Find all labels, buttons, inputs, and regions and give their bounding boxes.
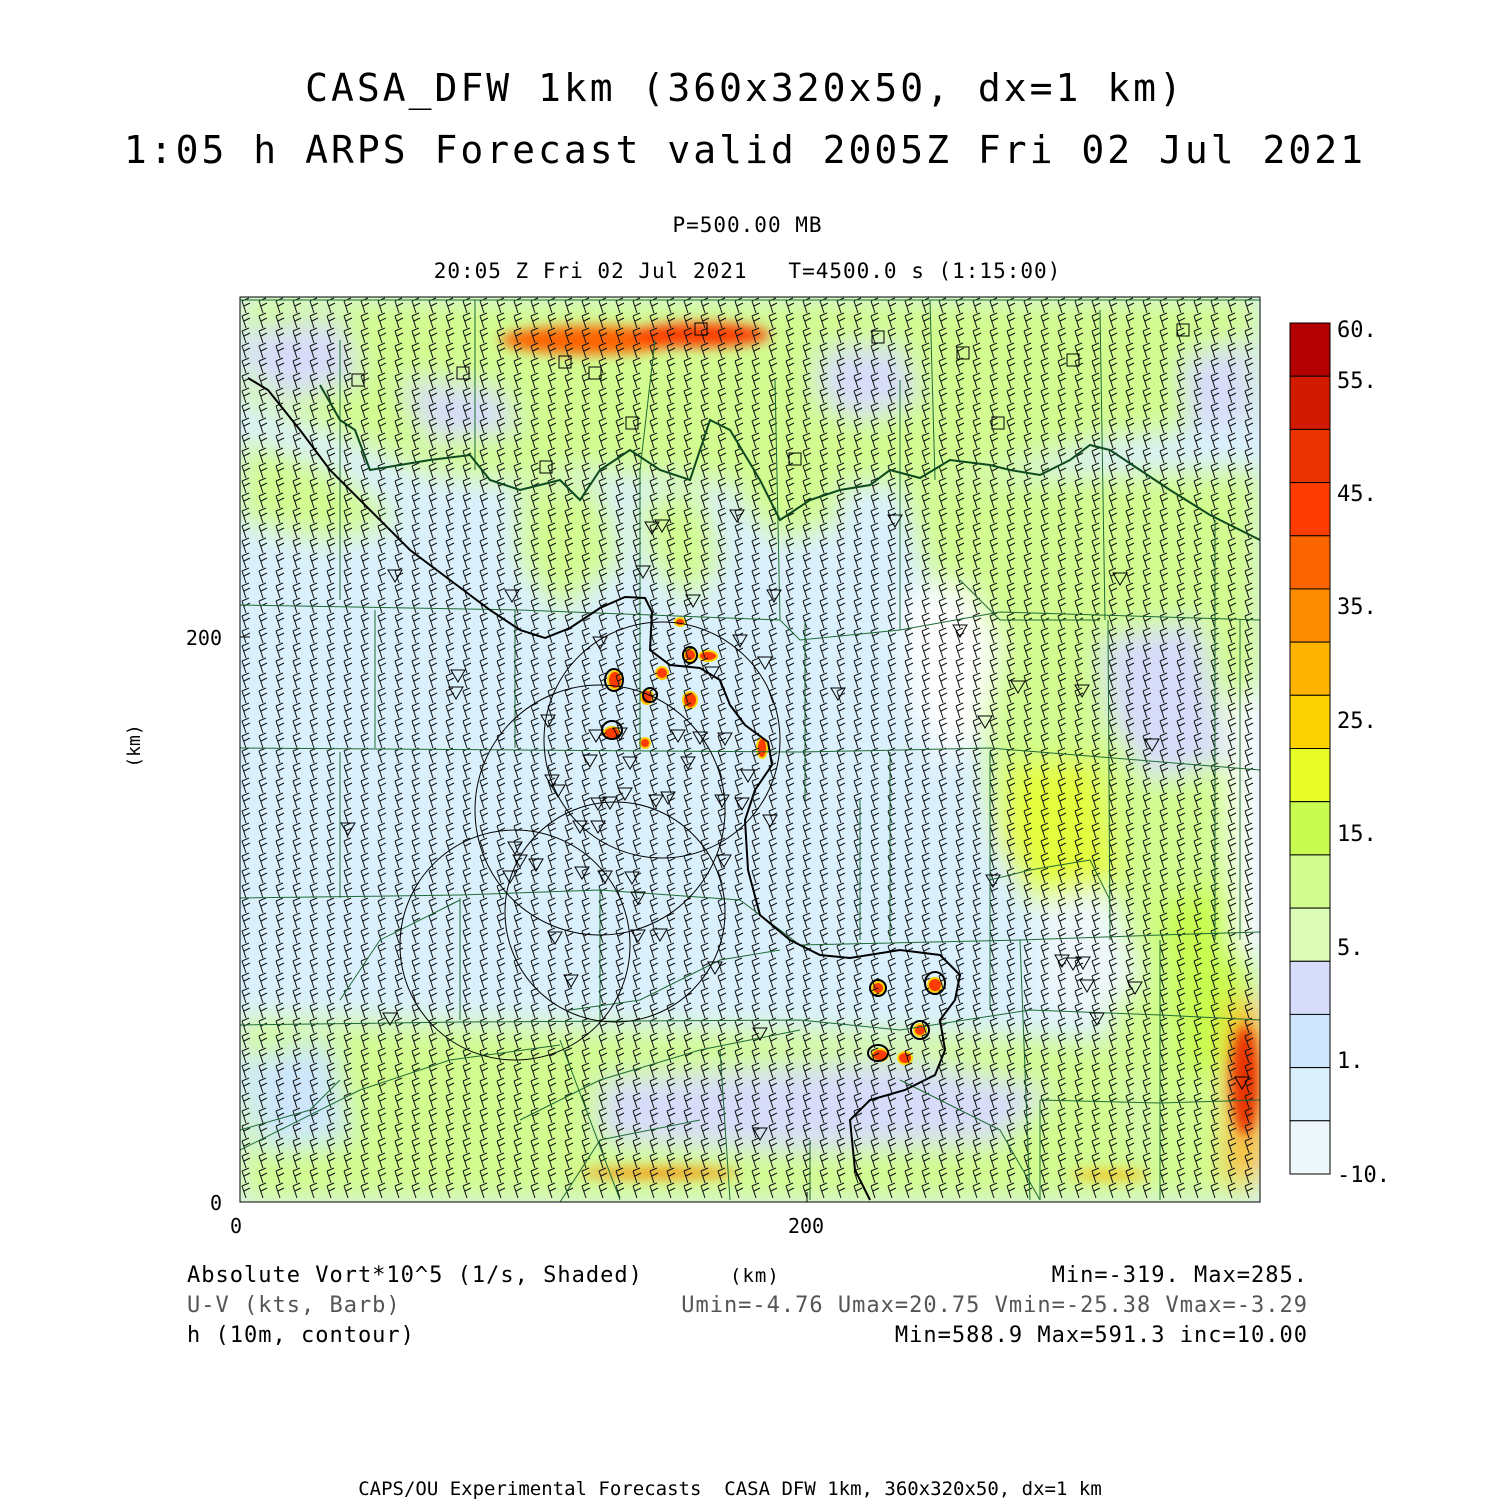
legend-field1: Absolute Vort*10^5 (1/s, Shaded)	[187, 1263, 643, 1288]
colorbar-label-60: 60.	[1337, 318, 1377, 343]
colorbar-label-25: 25.	[1337, 709, 1377, 734]
colorbar-swatch	[1290, 642, 1330, 695]
x-tick-label-200: 200	[787, 1214, 825, 1238]
y-axis-unit: (km)	[124, 724, 145, 768]
colorbar-swatch	[1290, 695, 1330, 748]
colorbar-swatch	[1290, 429, 1330, 482]
colorbar-swatch	[1290, 536, 1330, 589]
colorbar-swatch	[1290, 323, 1330, 376]
vorticity-shading	[240, 297, 1260, 1202]
colorbar-swatch	[1290, 908, 1330, 961]
map-title-line2: 1:05 h ARPS Forecast valid 2005Z Fri 02 Jul 2021	[123, 128, 1367, 172]
footer-credit: CAPS/OU Experimental Forecasts CASA DFW 1km, 360x320x50, dx=1 km	[358, 1478, 1102, 1500]
colorbar-label-55: 55.	[1337, 369, 1377, 394]
legend-field3: h (10m, contour)	[187, 1323, 415, 1348]
colorbar-swatch	[1290, 802, 1330, 855]
colorbar-swatch	[1290, 1121, 1330, 1174]
colorbar-label-1: 1.	[1337, 1049, 1364, 1074]
colorbar-swatch	[1290, 376, 1330, 429]
colorbar-swatch	[1290, 749, 1330, 802]
y-tick-label-200: 200	[185, 626, 222, 650]
colorbar-swatch	[1290, 483, 1330, 536]
legend-x-unit: (km)	[730, 1265, 780, 1287]
colorbar	[1290, 323, 1330, 1174]
colorbar-label-15: 15.	[1337, 822, 1377, 847]
legend-field2: U-V (kts, Barb)	[187, 1293, 401, 1318]
colorbar-label-5: 5.	[1337, 936, 1364, 961]
colorbar-swatch	[1290, 1068, 1330, 1121]
legend-field1-stats: Min=-319. Max=285.	[1051, 1263, 1308, 1288]
y-tick-label-0: 0	[209, 1191, 222, 1215]
colorbar-label-45: 45.	[1337, 482, 1377, 507]
pressure-level-label: P=500.00 MB	[672, 213, 823, 237]
map-title-line1: CASA_DFW 1km (360x320x50, dx=1 km)	[305, 66, 1185, 110]
colorbar-swatch	[1290, 961, 1330, 1014]
x-tick-label-0: 0	[229, 1214, 243, 1238]
colorbar-swatch	[1290, 1014, 1330, 1067]
colorbar-swatch	[1290, 855, 1330, 908]
valid-time-label: 20:05 Z Fri 02 Jul 2021 T=4500.0 s (1:15:00)	[433, 259, 1062, 283]
legend-field3-stats: Min=588.9 Max=591.3 inc=10.00	[894, 1323, 1308, 1348]
colorbar-swatch	[1290, 589, 1330, 642]
colorbar-labels	[1337, 318, 1390, 1188]
legend-field2-stats: Umin=-4.76 Umax=20.75 Vmin=-25.38 Vmax=-3.29	[681, 1293, 1308, 1318]
colorbar-label-minus10: -10.	[1337, 1163, 1390, 1188]
colorbar-label-35: 35.	[1337, 595, 1377, 620]
